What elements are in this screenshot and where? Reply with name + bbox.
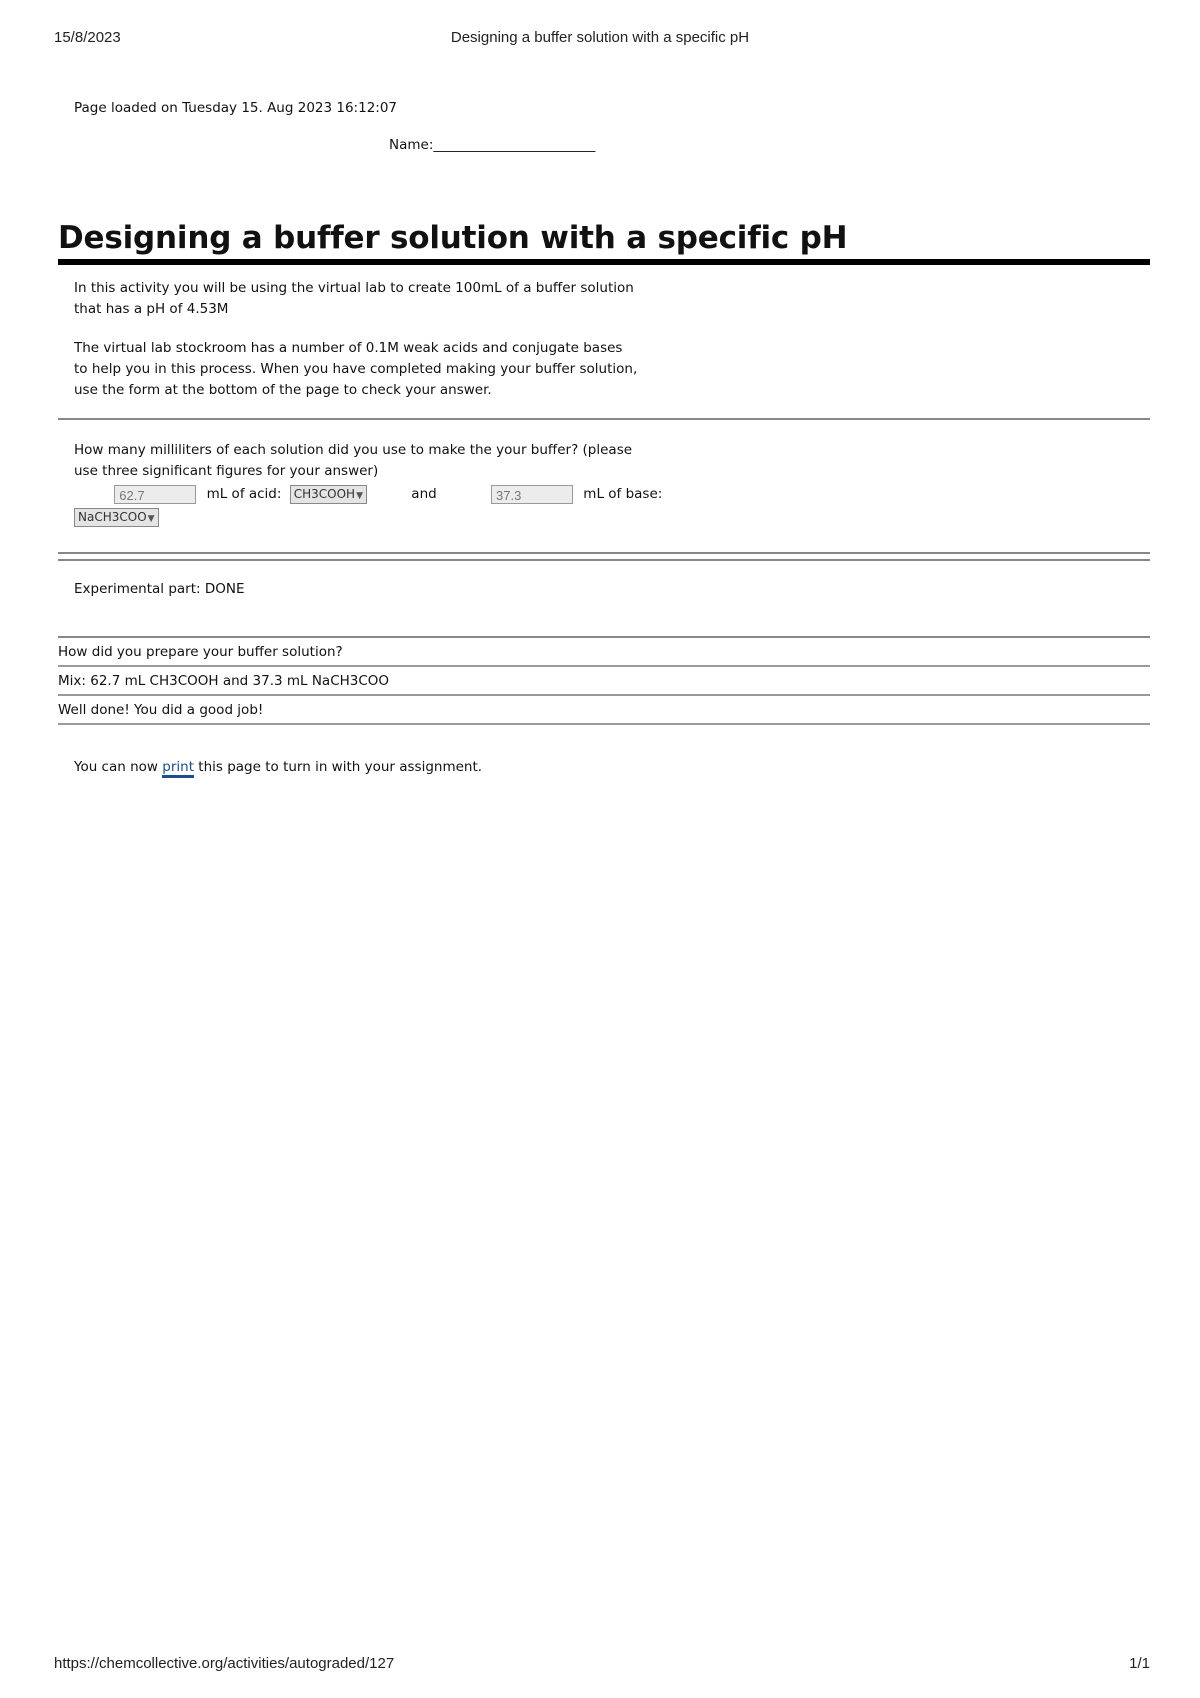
result-feedback: Well done! You did a good job! [58, 696, 1150, 725]
intro-section [58, 278, 640, 401]
print-note-after: this page to turn in with your assignment. [194, 758, 483, 775]
acid-select[interactable] [290, 485, 367, 504]
double-divider [58, 552, 1150, 561]
acid-label: mL of acid: [206, 486, 282, 502]
page-loaded-text: Page loaded on Tuesday 15. Aug 2023 16:12:07 [74, 100, 398, 116]
base-select[interactable] [74, 508, 159, 527]
result-question: How did you prepare your buffer solution? [58, 638, 1150, 667]
chevron-down-icon: ▼ [356, 491, 363, 501]
print-note [58, 757, 1150, 778]
base-volume-input[interactable]: 37.3 [491, 485, 573, 504]
name-line: Name:________________________ [389, 137, 596, 153]
print-link[interactable]: print [162, 759, 194, 778]
print-title: Designing a buffer solution with a specific pH [450, 29, 750, 46]
base-select-row [74, 508, 640, 529]
print-page-number: 1/1 [1129, 1655, 1150, 1672]
page-title: Designing a buffer solution with a specific pH [58, 219, 1150, 265]
page-content [58, 98, 1150, 778]
divider [58, 418, 1150, 420]
base-select-value: NaCH3COO [78, 510, 147, 524]
acid-volume-input[interactable]: 62.7 [114, 485, 196, 504]
answer-row [74, 484, 663, 506]
intro-paragraph-1: In this activity you will be using the virtual lab to create 100mL of a buffer solution that has a pH of 4.53M [74, 280, 634, 317]
acid-select-value: CH3COOH [293, 487, 356, 501]
result-mix: Mix: 62.7 mL CH3COOH and 37.3 mL NaCH3COO [58, 667, 1150, 696]
experimental-status: Experimental part: DONE [74, 580, 245, 597]
print-url: https://chemcollective.org/activities/autograded/127 [54, 1655, 395, 1672]
result-table [58, 636, 1150, 725]
print-date: 15/8/2023 [54, 29, 121, 46]
question-text: How many milliliters of each solution did you use to make the your buffer? (please use three significant figures for your answer) [74, 442, 633, 479]
intro-paragraph-2: The virtual lab stockroom has a number of 0.1M weak acids and conjugate bases to help you in this process. When you have completed making your buffer solution, use the form at the bottom of the page to check your answer. [74, 340, 638, 398]
chevron-down-icon: ▼ [147, 514, 155, 524]
and-label: and [411, 486, 437, 502]
print-note-before: You can now [74, 758, 163, 775]
base-label: mL of base: [583, 486, 663, 502]
question-section [58, 440, 663, 529]
